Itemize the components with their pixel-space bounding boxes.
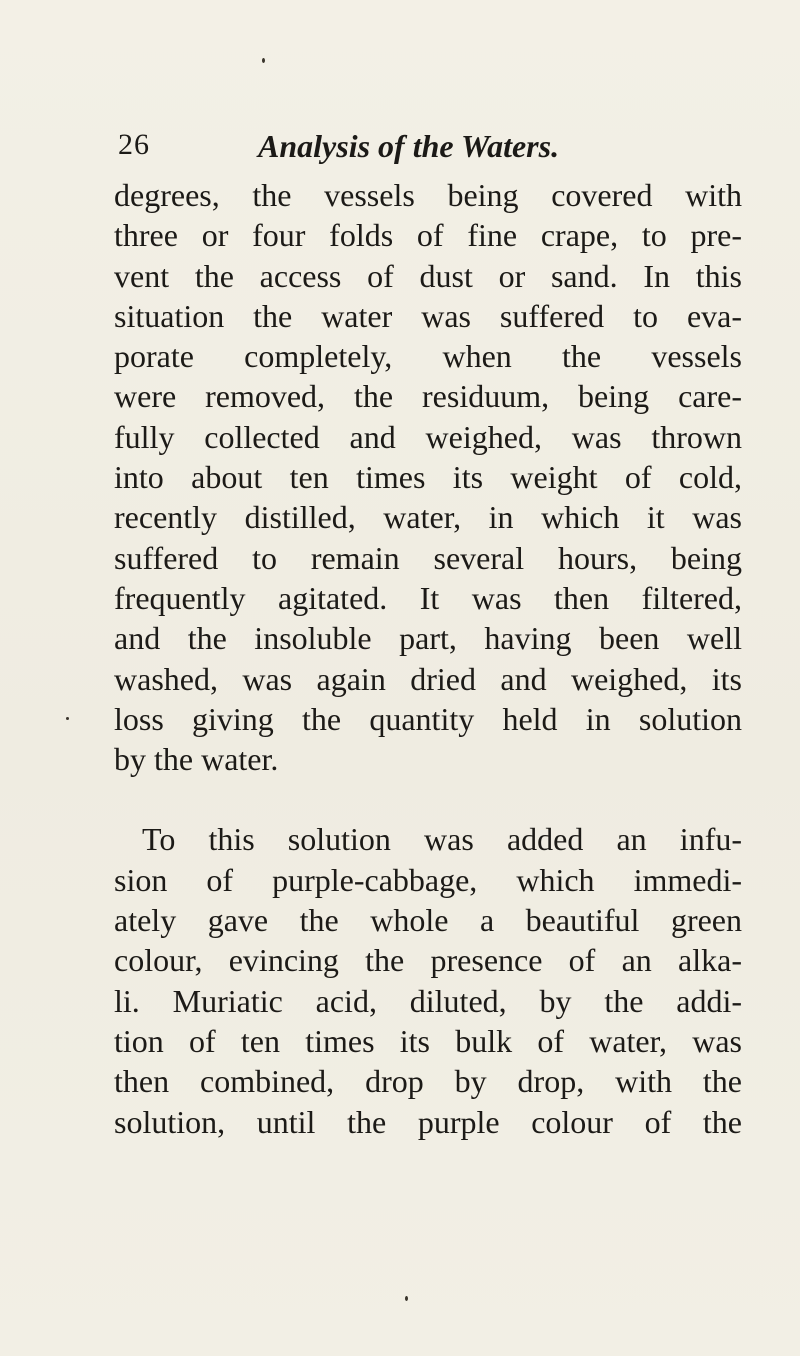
text-line: porate completely, when the vessels: [114, 338, 742, 375]
text-line: sion of purple-cabbage, which immedi-: [114, 861, 742, 898]
paragraph-gap: [114, 779, 742, 819]
text-line: by the water.: [114, 741, 279, 778]
text-line: suffered to remain several hours, being: [114, 539, 742, 576]
text-line: degrees, the vessels being covered with: [114, 177, 742, 213]
text-line: loss giving the quantity held in solution: [114, 700, 742, 737]
text-line: recently distilled, water, in which it was: [114, 499, 742, 536]
text-line: washed, was again dried and weighed, its: [114, 660, 742, 697]
text-line: into about ten times its weight of cold,: [114, 459, 742, 496]
paragraph-1: [114, 175, 742, 779]
text-line: solution, until the purple colour of the: [114, 1103, 742, 1140]
text-line: colour, evincing the presence of an alka-: [114, 942, 742, 979]
text-line: ately gave the whole a beautiful green: [114, 902, 742, 939]
text-line: frequently agitated. It was then filtered,: [114, 579, 742, 616]
text-line: li. Muriatic acid, diluted, by the addi-: [114, 982, 742, 1019]
text-line: fully collected and weighed, was thrown: [114, 418, 742, 455]
text-line: then combined, drop by drop, with the: [114, 1063, 742, 1100]
page-header: [118, 128, 638, 168]
text-line: To this solution was added an infu-: [142, 821, 742, 858]
running-head: Analysis of the Waters.: [258, 128, 560, 164]
text-line: vent the access of dust or sand. In this: [114, 257, 742, 294]
text-line: situation the water was suffered to eva-: [114, 297, 742, 334]
text-line: tion of ten times its bulk of water, was: [114, 1022, 742, 1059]
body-text: [114, 175, 742, 1142]
ink-speck: [66, 717, 69, 720]
ink-speck: [405, 1296, 408, 1301]
text-line: three or four folds of fine crape, to pre-: [114, 217, 742, 254]
page-number: 26: [118, 128, 150, 161]
ink-speck: [262, 58, 265, 63]
paragraph-2: [114, 819, 742, 1141]
text-line: and the insoluble part, having been well: [114, 620, 742, 657]
text-line: were removed, the residuum, being care-: [114, 378, 742, 415]
